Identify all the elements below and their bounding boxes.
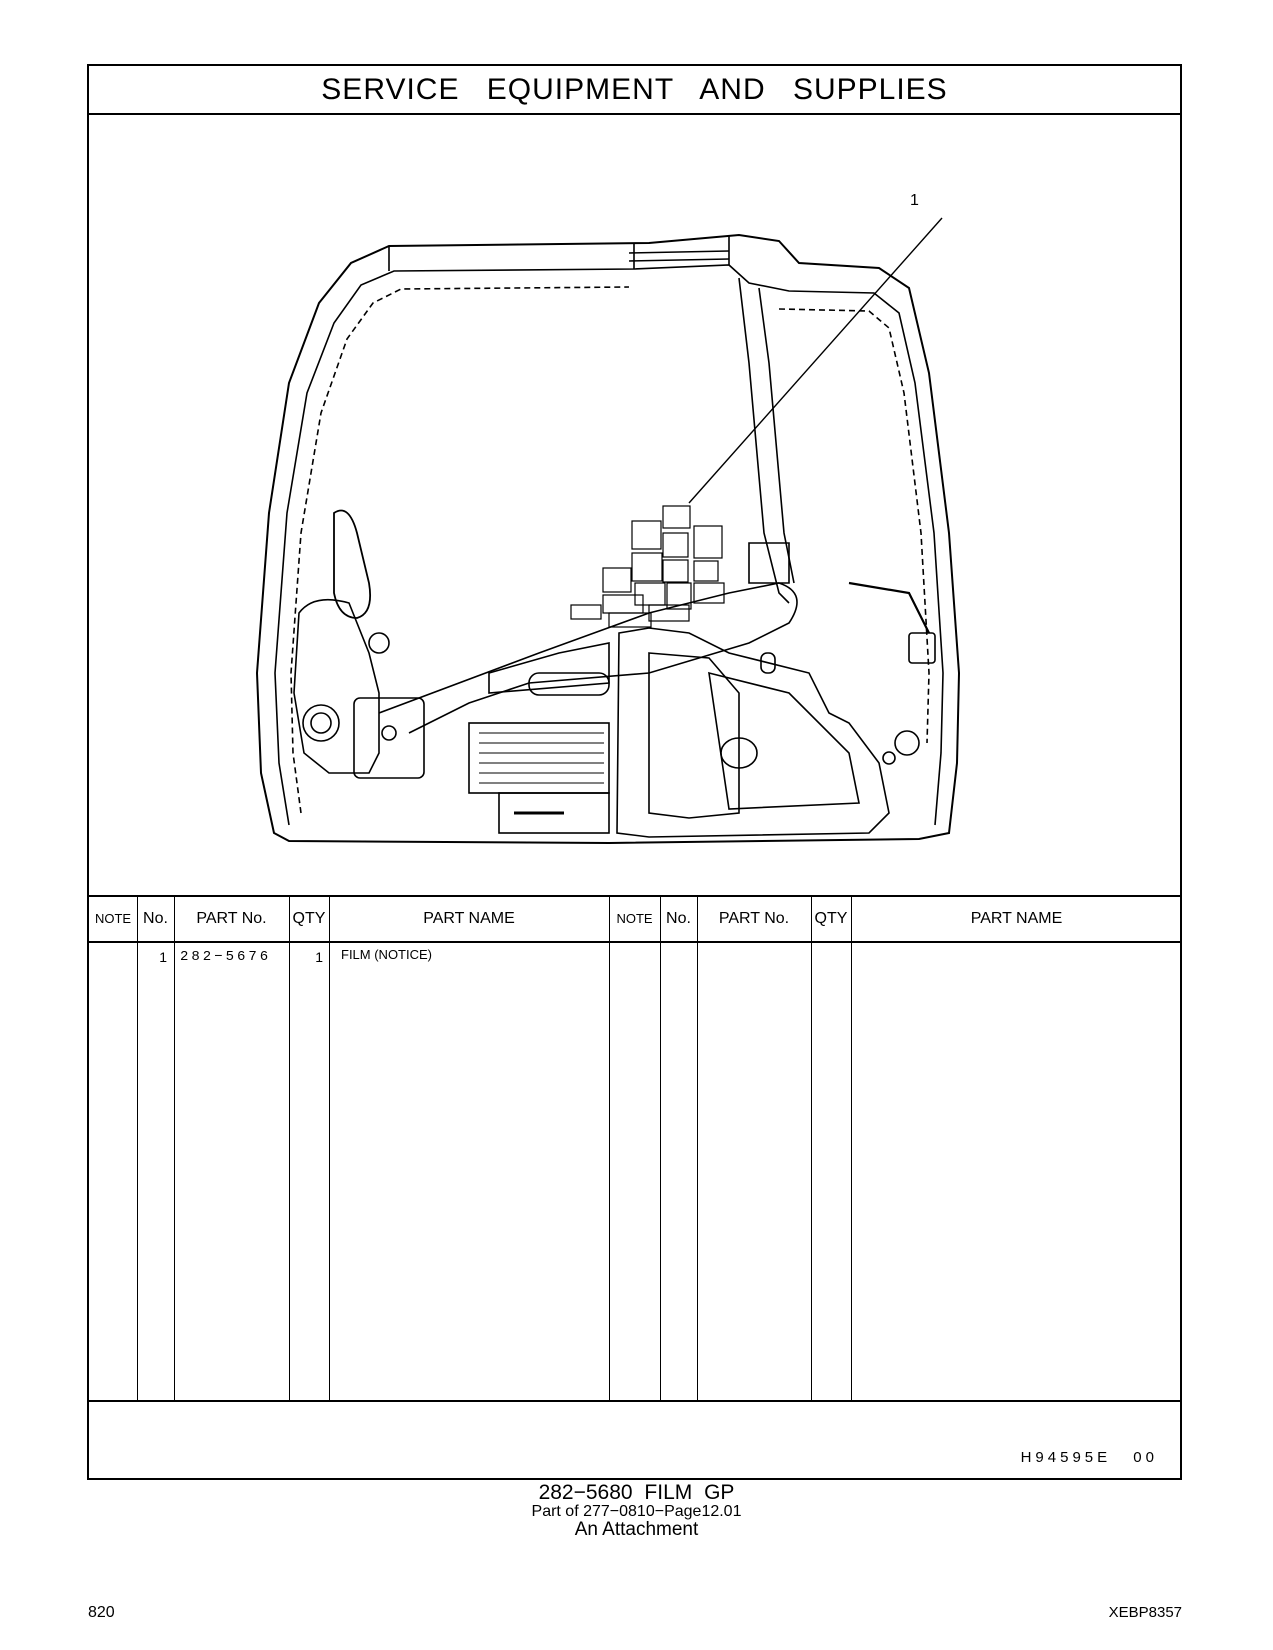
header-qty-2: QTY xyxy=(814,910,848,927)
header-part-no: PART No. xyxy=(196,910,267,927)
header-part-name-2: PART NAME xyxy=(970,910,1063,927)
document-number: XEBP8357 xyxy=(1108,1604,1182,1621)
header-no-2: No. xyxy=(666,910,691,927)
page-title: SERVICE EQUIPMENT AND SUPPLIES xyxy=(89,66,1180,115)
parts-sheet xyxy=(87,64,1182,1480)
footer-group-title: 282−5680 FILM GP xyxy=(538,1481,735,1504)
footer-attachment: An Attachment xyxy=(574,1519,699,1540)
header-note-2: NOTE xyxy=(616,911,653,926)
header-note: NOTE xyxy=(94,911,132,926)
parts-table xyxy=(89,895,1180,1402)
excavator-cab-illustration-icon xyxy=(89,113,1184,895)
row-part-no: 282−5676 xyxy=(180,949,272,965)
illustration-reference-code: H94595E 00 xyxy=(1020,1449,1158,1466)
page-number: 820 xyxy=(88,1604,115,1621)
row-qty: 1 xyxy=(315,949,323,965)
row-no: 1 xyxy=(159,949,167,965)
header-part-name: PART NAME xyxy=(423,910,515,927)
table-header-row xyxy=(89,897,1180,943)
row-part-name: FILM (NOTICE) xyxy=(341,947,432,962)
header-qty: QTY xyxy=(292,910,326,927)
cab-illustration xyxy=(89,113,1180,895)
footer-part-of: Part of 277−0810−Page12.01 xyxy=(531,1503,742,1520)
header-part-no-2: PART No. xyxy=(718,910,790,927)
callout-label: 1 xyxy=(910,192,919,209)
header-no: No. xyxy=(143,910,168,927)
